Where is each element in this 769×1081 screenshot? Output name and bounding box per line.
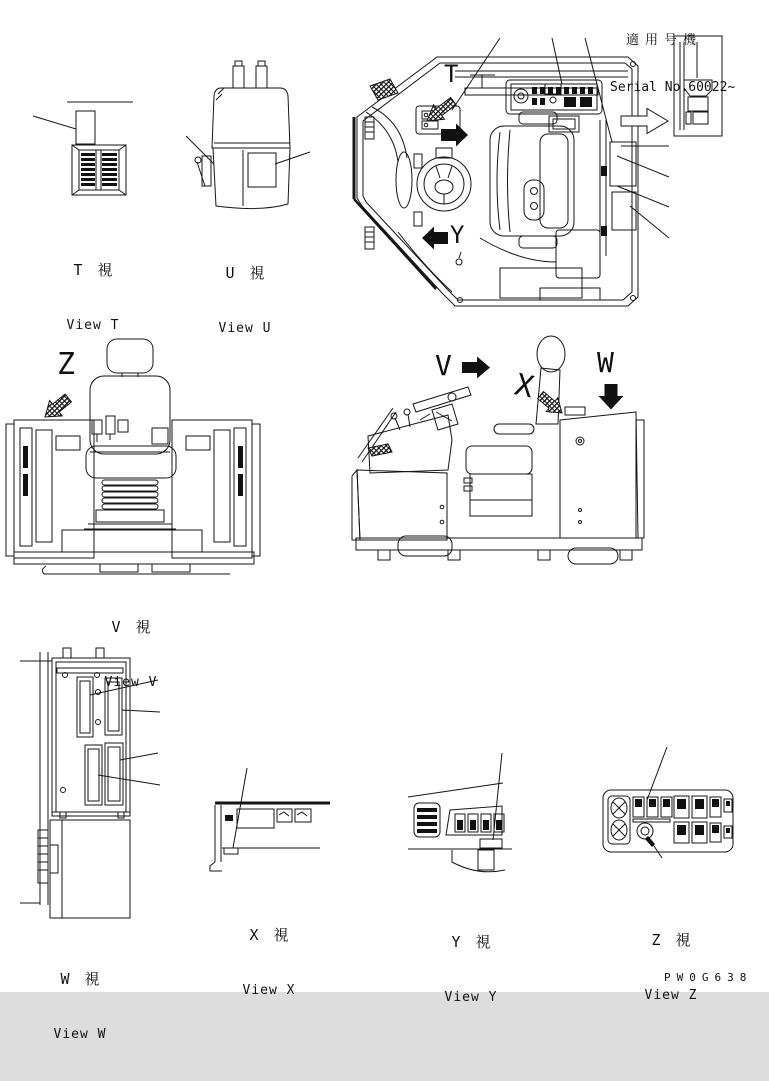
direction-letter-t: T	[444, 60, 459, 88]
direction-letter-x: X	[511, 367, 537, 406]
arrow-view-x-hatched	[538, 392, 562, 413]
view-x-drawing	[210, 768, 330, 871]
view-z-drawing	[603, 747, 733, 858]
rocker-switches	[455, 814, 504, 832]
arrow-right-solid	[441, 124, 468, 147]
view-t-drawing	[33, 102, 133, 195]
view-y-drawing	[408, 753, 512, 872]
direction-letter-v: V	[435, 349, 452, 382]
drawing-code: PW0G638	[664, 971, 753, 984]
view-x-label: X 視 View X	[242, 926, 296, 998]
applicable-serial-note	[610, 2, 769, 127]
seat-bellows	[102, 480, 158, 509]
view-w-label: W 視 View W	[53, 970, 107, 1042]
arrow-view-t-hatched	[427, 98, 456, 121]
serial-note-kanji: 適用号機	[626, 33, 703, 49]
view-u-drawing	[186, 61, 310, 209]
direction-letter-w: W	[597, 346, 614, 379]
door-louvers	[365, 117, 374, 249]
arrow-view-v-solid	[462, 357, 490, 379]
serial-note-number: Serial No.60022~	[610, 79, 736, 95]
arrow-view-y-solid	[422, 227, 448, 250]
view-y-label: Y 視 View Y	[444, 933, 498, 1005]
monitor-panel-switches	[532, 87, 593, 107]
arrow-view-z-hatched	[45, 394, 72, 417]
arrow-view-w-solid	[599, 384, 624, 410]
view-z-label: Z 視 View Z	[644, 931, 698, 1003]
view-v-label: V 視 View V	[104, 618, 158, 690]
direction-letter-z: Z	[57, 347, 76, 382]
direction-letter-y: Y	[450, 221, 465, 249]
view-t-label: T 視 View T	[66, 261, 120, 333]
view-u-label: U 視 View U	[218, 264, 272, 336]
vent-hatched	[370, 79, 398, 100]
